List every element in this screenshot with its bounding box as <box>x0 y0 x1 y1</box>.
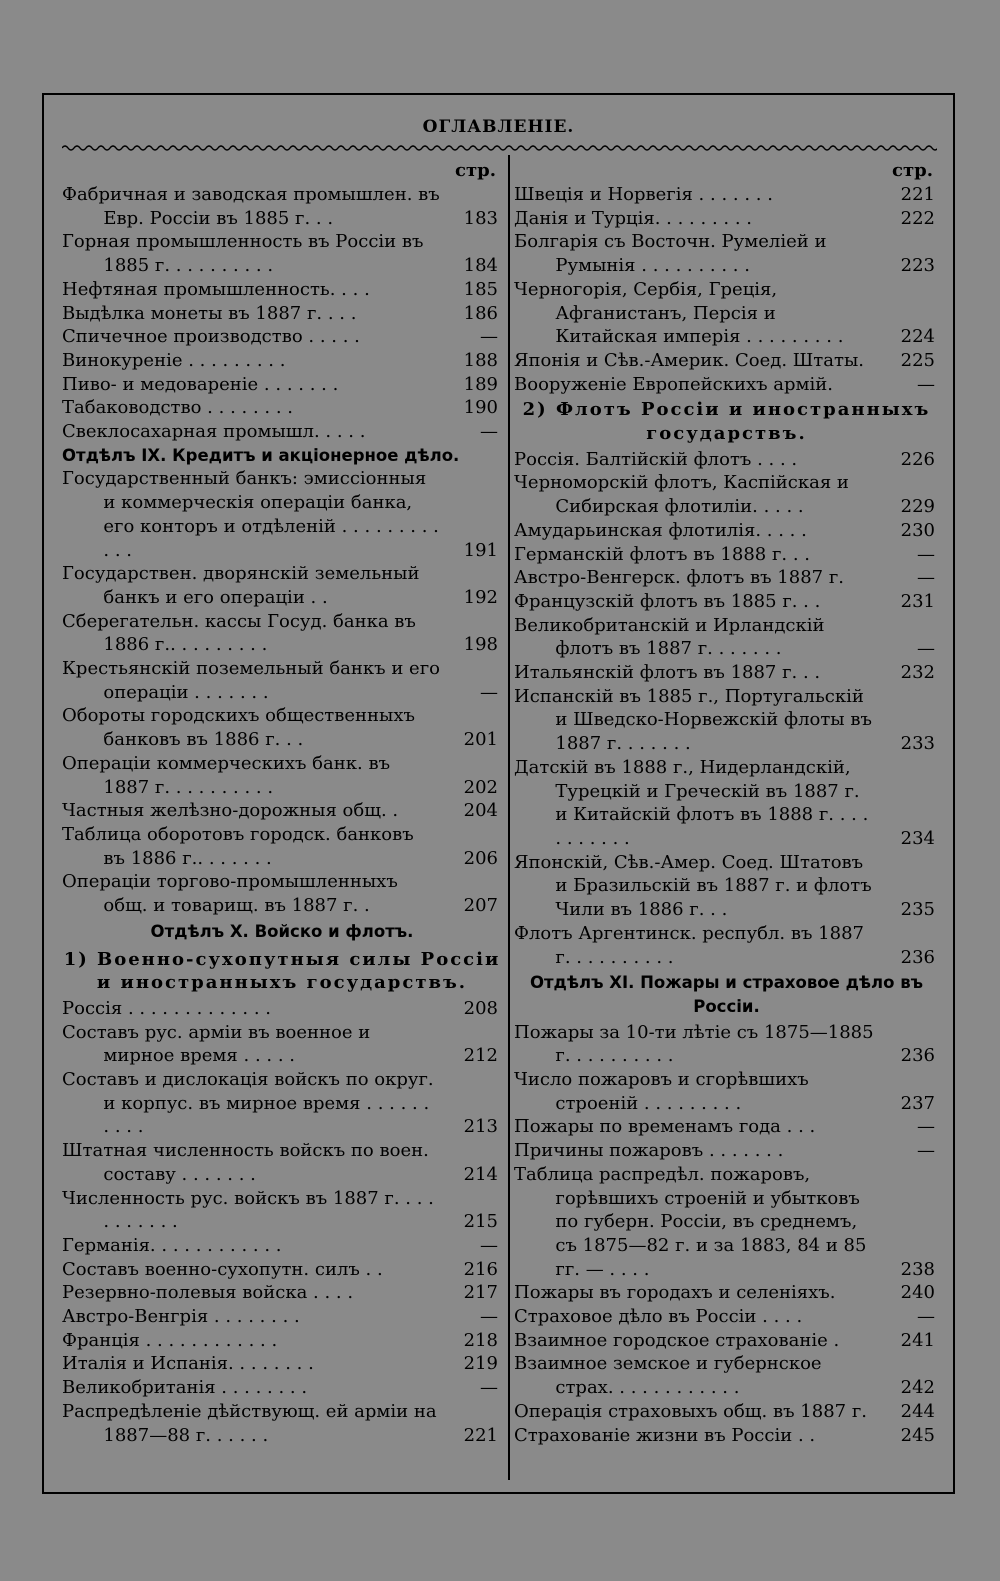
toc-entry-text: Вооруженіе Европейскихъ армій. <box>514 373 834 395</box>
toc-entry <box>62 1068 502 1139</box>
toc-entry <box>514 1115 939 1139</box>
toc-entry <box>514 1281 939 1305</box>
toc-entry-page: 226 <box>900 448 935 470</box>
toc-entry-page: 238 <box>900 1258 935 1280</box>
toc-entry-text: Германія. . . . . . . . . . . . <box>62 1234 282 1256</box>
toc-entry <box>514 1163 939 1282</box>
toc-entry-page: — <box>480 1234 498 1256</box>
toc-entry-page: 202 <box>463 776 498 798</box>
toc-entry-text: Выдѣлка монеты въ 1887 г. . . . <box>62 302 357 324</box>
toc-entry-text: Австро-Венгрія . . . . . . . . <box>62 1306 300 1328</box>
toc-entry-page: — <box>917 567 935 589</box>
toc-entry <box>514 851 939 922</box>
toc-entry-page: 190 <box>463 397 498 419</box>
toc-entry-text: Горная промышленность въ Россіи въ 1885 г. . . . . . . . . . <box>62 231 424 277</box>
toc-entry <box>62 1021 502 1068</box>
toc-entry <box>62 183 502 230</box>
toc-entry-text: Фабричная и заводская промышлен. въ Евр. Россіи въ 1885 г. . . <box>62 184 440 229</box>
toc-entry-page: 231 <box>900 590 935 612</box>
toc-entry-page: 244 <box>900 1400 935 1422</box>
toc-entry <box>514 1139 939 1163</box>
section-heading: Отдѣлъ XI. Пожары и страховое дѣло въ Россіи. <box>529 973 924 1016</box>
toc-entry-text: Пиво- и медовареніе . . . . . . . <box>62 373 339 395</box>
toc-entry-page: — <box>917 543 935 565</box>
toc-entry-text: Россія. Балтійскій флотъ . . . . <box>514 448 798 470</box>
toc-entry-page: — <box>917 1140 935 1162</box>
toc-entry-text: Взаимное земское и губернское страх. . . . . . . . . . . . <box>514 1353 822 1399</box>
toc-entry <box>62 1281 502 1305</box>
toc-entry-page: — <box>480 421 498 443</box>
toc-entry-page: 224 <box>900 326 935 348</box>
toc-entry-page: 217 <box>463 1282 498 1304</box>
toc-entry-text: Французскій флотъ въ 1885 г. . . <box>514 590 821 612</box>
toc-entry-page: 204 <box>463 800 498 822</box>
toc-entry <box>62 997 502 1021</box>
toc-entry-text: Распредѣленіе дѣйствующ. ей арміи на 1887—88 г. . . . . . <box>62 1400 437 1446</box>
page-label-left: стр. <box>455 160 496 181</box>
toc-entry <box>514 183 939 207</box>
toc-entry <box>514 1068 939 1115</box>
toc-entry-page: 229 <box>900 496 935 518</box>
toc-entry-text: Численность рус. войскъ въ 1887 г. . . . . . . . . . . <box>62 1187 434 1233</box>
toc-entry-text: Свеклосахарная промышл. . . . . <box>62 421 366 443</box>
toc-entry-page: 215 <box>463 1211 498 1233</box>
toc-entry-text: Взаимное городское страхованіе . <box>514 1329 840 1351</box>
toc-entry <box>62 752 502 799</box>
toc-entry-page: 236 <box>900 946 935 968</box>
toc-entry <box>62 302 502 326</box>
toc-entry-text: Штатная численность войскъ по воен. составу . . . . . . . <box>62 1140 429 1185</box>
toc-entry-text: Италія и Испанія. . . . . . . . <box>62 1353 314 1375</box>
column-divider <box>508 155 510 1480</box>
toc-entry-text: Франція . . . . . . . . . . . . <box>62 1329 278 1351</box>
toc-entry-page: 221 <box>463 1424 498 1446</box>
toc-entry <box>62 870 502 917</box>
toc-entry <box>62 325 502 349</box>
section-heading-text: Отдѣлъ IX. Кредитъ и акціонерное дѣло. <box>62 445 460 465</box>
toc-entry-page: 223 <box>900 255 935 277</box>
toc-entry-text: Итальянскій флотъ въ 1887 г. . . <box>514 662 821 684</box>
toc-entry-page: 208 <box>463 997 498 1019</box>
toc-entry-page: 233 <box>900 733 935 755</box>
toc-entry-text: Число пожаровъ и сгорѣвшихъ строеній . . . . . . . . . <box>514 1069 809 1114</box>
toc-entry <box>62 704 502 751</box>
toc-entry <box>62 373 502 397</box>
toc-entry-page: 230 <box>900 519 935 541</box>
toc-entry <box>62 562 502 609</box>
toc-entry <box>62 1305 502 1329</box>
toc-entry <box>62 1234 502 1258</box>
toc-entry-text: Операціи торгово-промышленныхъ общ. и товарищ. въ 1887 г. . <box>62 871 398 917</box>
toc-entry <box>514 543 939 567</box>
toc-entry-page: 185 <box>463 278 498 300</box>
toc-entry <box>62 1139 502 1186</box>
toc-entry <box>514 373 939 397</box>
left-column <box>62 159 502 1447</box>
toc-entry-text: Датскій въ 1888 г., Нидерландскій, Турецкій и Греческій въ 1887 г. и Китайскій флотъ въ 1888 г. . . . . . . . . . . <box>514 756 869 849</box>
toc-entry <box>62 799 502 823</box>
toc-entry <box>62 230 502 277</box>
toc-entry-text: Испанскій въ 1885 г., Португальскій и Шведско-Норвежскій флоты въ 1887 г. . . . . . . <box>514 685 872 755</box>
toc-entry-page: 232 <box>900 662 935 684</box>
toc-entry-text: Обороты городскихъ общественныхъ банковъ въ 1886 г. . . <box>62 705 415 751</box>
toc-entry-page: — <box>480 681 498 703</box>
toc-entry <box>514 922 939 969</box>
toc-entry <box>514 590 939 614</box>
toc-entry <box>514 1400 939 1424</box>
toc-entry-text: Причины пожаровъ . . . . . . . <box>514 1140 784 1162</box>
toc-entry-page: 221 <box>900 184 935 205</box>
toc-entry-text: Амударьинская флотилія. . . . . <box>514 519 807 541</box>
toc-entry <box>62 467 502 562</box>
toc-entry-page: 186 <box>463 302 498 324</box>
page-label-right: стр. <box>892 160 933 181</box>
toc-entry-text: Пожары въ городахъ и селеніяхъ. <box>514 1282 836 1304</box>
toc-frame <box>42 93 955 1494</box>
toc-entry-text: Японскій, Сѣв.-Амер. Соед. Штатовъ и Бразильскій въ 1887 г. и флотъ Чили въ 1886 г. . . <box>514 851 872 921</box>
toc-entry-text: Германскій флотъ въ 1888 г. . . <box>514 543 810 565</box>
subsection-heading: 2) Флотъ Россіи и иностранныхъ государствъ. <box>522 399 931 445</box>
toc-entry-text: Данія и Турція. . . . . . . . . <box>514 207 752 229</box>
toc-entry <box>514 1021 939 1068</box>
toc-entry-text: Флотъ Аргентинск. республ. въ 1887 г. . . . . . . . . . <box>514 922 864 968</box>
toc-entry-page: 189 <box>463 373 498 395</box>
toc-entry-page: 214 <box>463 1163 498 1185</box>
toc-entry <box>514 1305 939 1329</box>
toc-entry-text: Нефтяная промышленность. . . . <box>62 278 370 300</box>
toc-entry <box>62 610 502 657</box>
toc-entry-text: Страховое дѣло въ Россіи . . . . <box>514 1306 803 1328</box>
toc-entry-page: — <box>917 638 935 660</box>
toc-entry <box>514 566 939 590</box>
toc-entry-text: Пожары за 10-ти лѣтіе съ 1875—1885 г. . . . . . . . . . <box>514 1021 874 1067</box>
toc-entry-page: — <box>917 373 935 395</box>
toc-entry <box>514 207 939 231</box>
toc-entry-page: 201 <box>463 729 498 751</box>
toc-entry <box>514 614 939 661</box>
toc-entry-page: 213 <box>463 1116 498 1138</box>
page-title: ОГЛАВЛЕНІЕ. <box>422 117 575 137</box>
toc-entry <box>62 396 502 420</box>
toc-entry-text: Страхованіе жизни въ Россіи . . <box>514 1424 816 1446</box>
toc-entry <box>514 685 939 756</box>
toc-entry <box>62 349 502 373</box>
toc-entry-page: 192 <box>463 586 498 608</box>
toc-entry <box>514 1329 939 1353</box>
toc-entry-text: Черногорія, Сербія, Греція, Афганистанъ, Персія и Китайская имперія . . . . . . . . . <box>514 278 844 348</box>
toc-entry <box>62 278 502 302</box>
toc-entry <box>514 278 939 349</box>
toc-entry <box>62 823 502 870</box>
toc-entry <box>514 1424 939 1448</box>
toc-entry-page: 237 <box>900 1092 935 1114</box>
toc-entry <box>514 519 939 543</box>
toc-entry <box>514 230 939 277</box>
toc-entry-text: Швеція и Норвегія . . . . . . . <box>514 184 773 205</box>
toc-entry-page: — <box>480 1377 498 1399</box>
toc-entry <box>62 1187 502 1234</box>
toc-entry-text: Россія . . . . . . . . . . . . . <box>62 997 271 1019</box>
toc-entry-page: 236 <box>900 1045 935 1067</box>
toc-entry <box>62 420 502 444</box>
toc-entry-text: Составъ рус. арміи въ военное и мирное время . . . . . <box>62 1021 371 1067</box>
toc-entry-text: Составъ и дислокація войскъ по округ. и корпус. въ мирное время . . . . . . . . . . <box>62 1069 434 1138</box>
toc-entry-page: 206 <box>463 847 498 869</box>
toc-entry-page: 188 <box>463 349 498 371</box>
toc-entry <box>514 471 939 518</box>
toc-entry <box>62 657 502 704</box>
toc-entry-text: Австро-Венгерск. флотъ въ 1887 г. <box>514 567 844 589</box>
toc-entry <box>62 1258 502 1282</box>
toc-entry-text: Черноморскій флотъ, Каспійская и Сибирская флотиліи. . . . . <box>514 472 849 518</box>
toc-entry-page: 191 <box>463 539 498 561</box>
toc-entry-page: 222 <box>900 207 935 229</box>
subsection-heading: 1) Военно-сухопутныя силы Россіи и иностранныхъ государствъ. <box>63 948 501 994</box>
toc-entry-page: — <box>480 1306 498 1328</box>
toc-entry-page: — <box>917 1116 935 1138</box>
section-heading <box>62 444 502 468</box>
toc-entry <box>514 349 939 373</box>
toc-entry <box>62 1329 502 1353</box>
toc-entry-text: Операціи коммерческихъ банк. въ 1887 г. . . . . . . . . . <box>62 752 391 798</box>
toc-entry-page: 218 <box>463 1329 498 1351</box>
toc-entry-text: Винокуреніе . . . . . . . . . <box>62 349 286 371</box>
toc-entry <box>514 1352 939 1399</box>
wavy-rule <box>62 143 937 153</box>
toc-entry <box>62 1400 502 1447</box>
toc-entry-page: 184 <box>463 255 498 277</box>
right-column <box>514 159 939 1447</box>
toc-entry-page: 212 <box>463 1045 498 1067</box>
toc-entry-page: 183 <box>463 207 498 229</box>
toc-entry-text: Болгарія съ Восточн. Румеліей и Румынія . . . . . . . . . . <box>514 231 827 277</box>
toc-entry-page: 235 <box>900 899 935 921</box>
toc-entry-text: Государственный банкъ: эмиссіонныя и коммерческія операціи банка, его конторъ и отдѣленій . . . . . . . . . . . . <box>62 468 439 561</box>
toc-entry <box>514 661 939 685</box>
toc-entry-page: 219 <box>463 1353 498 1375</box>
toc-entry-text: Резервно-полевыя войска . . . . <box>62 1282 354 1304</box>
toc-entry-page: 242 <box>900 1377 935 1399</box>
toc-entry-page: 216 <box>463 1258 498 1280</box>
toc-entry-text: Спичечное производство . . . . . <box>62 326 360 348</box>
toc-entry-text: Японія и Сѣв.-Америк. Соед. Штаты. <box>514 349 865 371</box>
toc-entry-text: Великобританія . . . . . . . . <box>62 1377 308 1399</box>
toc-entry-page: 234 <box>900 827 935 849</box>
toc-entry-text: Табаководство . . . . . . . . <box>62 397 294 419</box>
toc-entry <box>62 1376 502 1400</box>
toc-entry-page: 241 <box>900 1329 935 1351</box>
toc-entry-text: Операція страховыхъ общ. въ 1887 г. <box>514 1400 867 1422</box>
toc-entry-page: 240 <box>900 1282 935 1304</box>
toc-entry-page: 207 <box>463 895 498 917</box>
toc-entry-text: Крестьянскій поземельный банкъ и его операціи . . . . . . . <box>62 658 440 703</box>
toc-entry-text: Частныя желѣзно-дорожныя общ. . <box>62 800 399 822</box>
toc-entry-page: — <box>917 1306 935 1328</box>
toc-entry-text: Великобританскій и Ирландскій флотъ въ 1887 г. . . . . . . <box>514 614 825 660</box>
section-heading: Отдѣлъ X. Войско и флотъ. <box>150 921 414 941</box>
toc-entry <box>514 448 939 472</box>
toc-entry-text: Составъ военно-сухопутн. силъ . . <box>62 1258 383 1280</box>
toc-entry-text: Сберегательн. кассы Госуд. банка въ 1886 г.. . . . . . . . . <box>62 610 416 656</box>
toc-entry-page: — <box>480 326 498 348</box>
toc-entry-text: Таблица распредѣл. пожаровъ, горѣвшихъ строеній и убытковъ по губерн. Россіи, въ среднемъ, съ 1875—82 г. и за 1883, 84 и 85 гг. — . . . . <box>514 1163 867 1280</box>
toc-entry-text: Пожары по временамъ года . . . <box>514 1116 816 1138</box>
toc-entry-text: Таблица оборотовъ городск. банковъ въ 1886 г.. . . . . . . <box>62 823 414 869</box>
toc-entry <box>62 1352 502 1376</box>
toc-entry-page: 225 <box>900 349 935 371</box>
toc-entry-text: Государствен. дворянскій земельный банкъ и его операціи . . <box>62 563 420 608</box>
toc-entry-page: 198 <box>463 634 498 656</box>
toc-entry-page: 245 <box>900 1424 935 1446</box>
toc-entry <box>514 756 939 851</box>
